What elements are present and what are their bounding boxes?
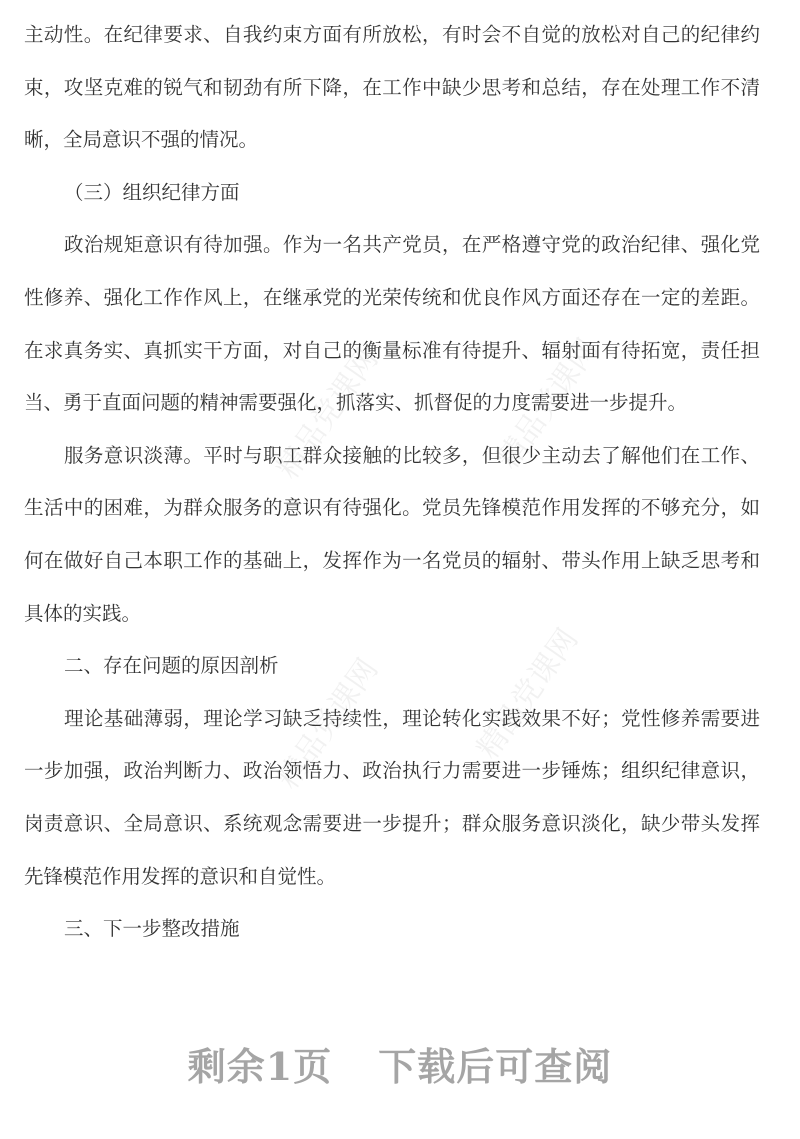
watermark: 精品党课网 <box>470 622 586 766</box>
text-line: 在求真务实、真抓实干方面，对自己的衡量标准有待提升、辐射面有待拓宽，责任担 <box>24 338 760 362</box>
text-line: 二、存在问题的原因剖析 <box>64 654 279 678</box>
paragraph <box>24 697 760 907</box>
text-line: 束，攻坚克难的锐气和韧劲有所下降，在工作中缺少思考和总结，存在处理工作不清 <box>24 75 760 99</box>
text-line: 三、下一步整改措施 <box>64 917 240 941</box>
text-line: 政治规矩意识有待加强。作为一名共产党员，在严格遵守党的政治纪律、强化党 <box>64 233 760 257</box>
paragraph <box>24 13 760 171</box>
text-line: 性修养、强化工作作风上，在继承党的光荣传统和优良作风方面还存在一定的差距。 <box>24 285 760 309</box>
paragraph <box>24 223 760 433</box>
text-line: 主动性。在纪律要求、自我约束方面有所放松，有时会不自觉的放松对自己的纪律约 <box>24 23 760 46</box>
text-line: 何在做好自己本职工作的基础上，发挥作为一名党员的辐射、带头作用上缺乏思考和 <box>24 548 760 572</box>
paragraph <box>24 434 760 644</box>
paragraph <box>24 644 760 697</box>
text-line: 先锋模范作用发挥的意识和自觉性。 <box>24 864 337 888</box>
text-line: 具体的实践。 <box>24 601 142 625</box>
watermark: 精品党课网 <box>270 652 386 796</box>
text-line: 理论基础薄弱，理论学习缺乏持续性，理论转化实践效果不好；党性修养需要进 <box>64 706 760 730</box>
watermark: 精品党课网 <box>490 332 606 476</box>
download-prompt[interactable] <box>0 1036 800 1091</box>
text-line: 一步加强，政治判断力、政治领悟力、政治执行力需要进一步锤炼；组织纪律意识， <box>24 759 760 783</box>
text-line: 晰，全局意识不强的情况。 <box>24 128 259 152</box>
document-body <box>24 13 760 960</box>
paragraph <box>24 171 760 224</box>
text-line: 岗责意识、全局意识、系统观念需要进一步提升；群众服务意识淡化，缺少带头发挥 <box>24 811 760 835</box>
text-line: （三）组织纪律方面 <box>64 180 240 204</box>
paragraph <box>24 907 760 960</box>
remaining-pages-label: 剩余1页 <box>187 1044 333 1089</box>
text-line: 生活中的困难，为群众服务的意识有待强化。党员先锋模范作用发挥的不够充分，如 <box>24 496 760 520</box>
text-line: 当、勇于直面问题的精神需要强化，抓落实、抓督促的力度需要进一步提升。 <box>24 391 688 415</box>
download-to-view-label[interactable]: 下载后可查阅 <box>378 1044 613 1089</box>
watermark: 精品党课网 <box>270 342 386 486</box>
text-line: 服务意识淡薄。平时与职工群众接触的比较多，但很少主动去了解他们在工作、 <box>64 443 760 467</box>
